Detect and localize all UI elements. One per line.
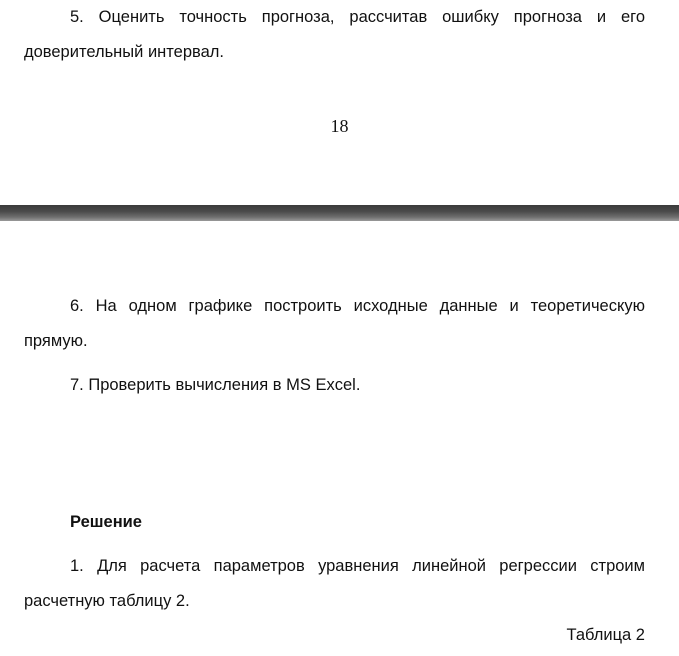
page-number: 18 [330, 116, 349, 136]
list-item-6-line-1: 6. На одном графике построить исходные данные и теоретическую [70, 297, 645, 315]
solution-step-1-line-2: расчетную таблицу 2. [24, 592, 190, 610]
solution-heading: Решение [70, 513, 142, 531]
list-item-7 [24, 368, 645, 403]
document-page-top [0, 0, 679, 205]
list-item-6-line-2: прямую. [24, 332, 88, 350]
solution-step-1-line-1: 1. Для расчета параметров уравнения линейной регрессии строим [70, 557, 645, 575]
list-item-5 [24, 0, 645, 70]
table-caption: Таблица 2 [566, 626, 645, 644]
page-separator [0, 205, 679, 221]
solution-step-1 [24, 549, 645, 619]
list-item-5-line-1: 5. Оценить точность прогноза, рассчитав ошибку прогноза и его [70, 8, 645, 26]
list-item-6 [24, 289, 645, 359]
list-item-7-text: 7. Проверить вычисления в MS Excel. [70, 376, 361, 394]
list-item-5-line-2: доверительный интервал. [24, 43, 224, 61]
